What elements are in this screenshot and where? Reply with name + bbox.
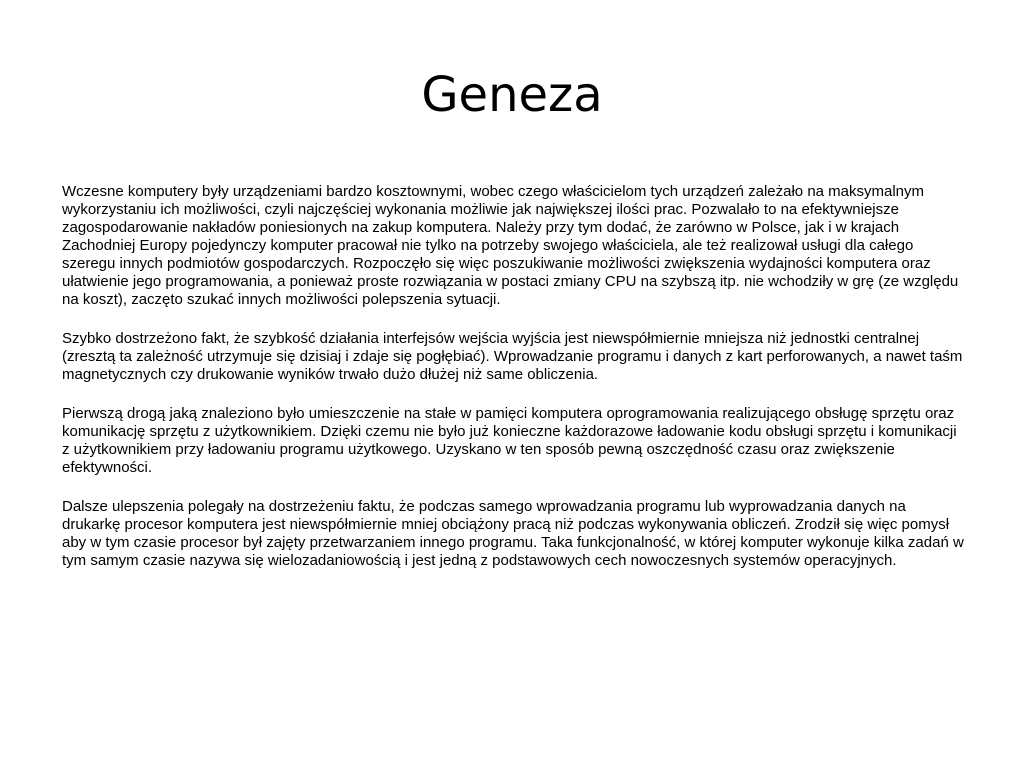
paragraph-4: Dalsze ulepszenia polegały na dostrzeżeniu faktu, że podczas samego wprowadzania programu lub wyprowadzania danych na drukarkę procesor komputera jest niewspółmiernie mniej obciążony pracą niż podczas wykonywania obliczeń. Zrodził się więc pomysł aby w tym czasie procesor był zajęty przetwarzaniem innego programu. Taka funkcjonalność, w której komputer wykonuje kilka zadań w tym samym czasie nazywa się wielozadaniowością i jest jedną z podstawowych cech nowoczesnych systemów operacyjnych. bbox=[62, 498, 964, 569]
paragraph-3: Pierwszą drogą jaką znaleziono było umieszczenie na stałe w pamięci komputera oprogramowania realizującego obsługę sprzętu oraz komunikację sprzętu z użytkownikiem. Dzięki czemu nie było już konieczne każdorazowe ładowanie kodu obsługi sprzętu i komunikacji z użytkownikiem przy ładowaniu programu użytkowego. Uzyskano w ten sposób pewną oszczędność czasu oraz zwiększenie efektywności. bbox=[62, 405, 957, 476]
paragraph-1: Wczesne komputery były urządzeniami bardzo kosztownymi, wobec czego właścicielom tych urządzeń zależało na maksymalnym wykorzystaniu ich możliwości, czyli najczęściej wykonania możliwie jak największej ilości prac. Pozwalało to na efektywniejsze zagospodarowanie nakładów poniesionych na zakup komputera. Należy przy tym dodać, że zarówno w Polsce, jak i w krajach Zachodniej Europy pojedynczy komputer pracował nie tylko na potrzeby swojego właściciela, ale też realizował usługi dla całego szeregu innych podmiotów gospodarczych. Rozpoczęło się więc poszukiwanie możliwości zwiększenia wydajności komputera oraz ułatwienie jego programowania, a ponieważ proste rozwiązania w postaci zmiany CPU na szybszą itp. nie wchodziły w grę (ze względu na koszt), zaczęto szukać innych możliwości polepszenia sytuacji. bbox=[62, 183, 959, 308]
slide-title: Geneza bbox=[421, 67, 603, 123]
slide-body bbox=[62, 183, 967, 591]
paragraph-2: Szybko dostrzeżono fakt, że szybkość działania interfejsów wejścia wyjścia jest niewspółmiernie mniejsza niż jednostki centralnej (zresztą ta zależność utrzymuje się dzisiaj i zdaje się pogłębiać). Wprowadzanie programu i danych z kart perforowanych, a nawet taśm magnetycznych czy drukowanie wyników trwało dużo dłużej niż same obliczenia. bbox=[62, 330, 963, 383]
